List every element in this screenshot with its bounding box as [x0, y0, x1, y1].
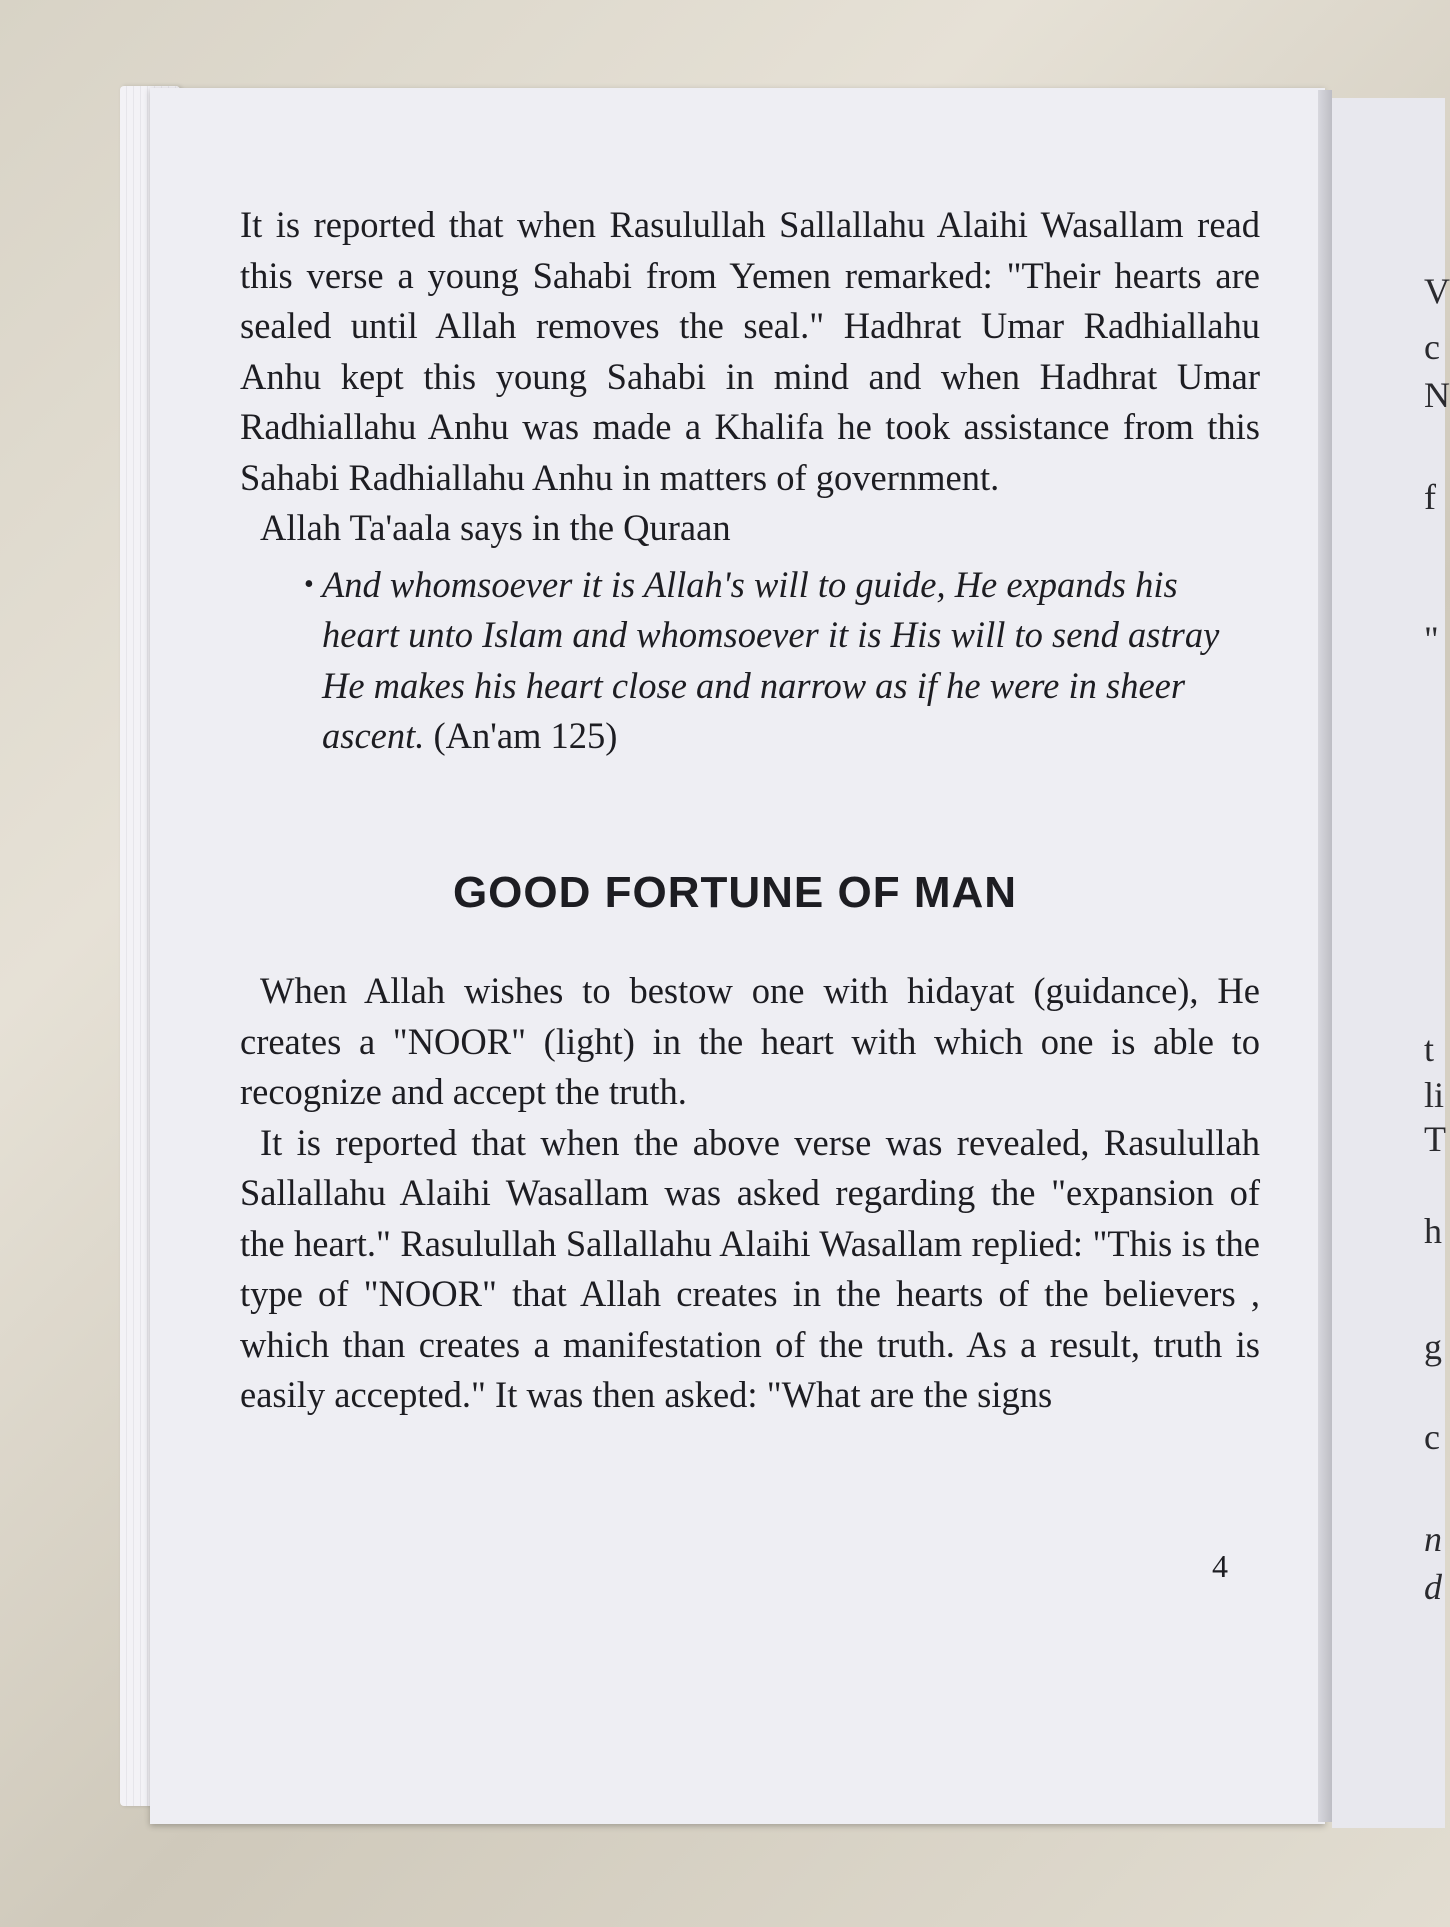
page-text-block — [240, 200, 1260, 1421]
facing-page-letter: N — [1424, 375, 1450, 415]
quran-intro-line: Allah Ta'aala says in the Quraan — [260, 507, 731, 548]
facing-page-letter: V — [1424, 271, 1450, 311]
verse-text: And whomsoever it is Allah's will to guide, He expands his heart unto Islam and whomsoever it is His will to send astray He makes his heart close and narrow as if he were in sheer ascent. — [322, 563, 1220, 756]
facing-page-letter: li — [1424, 1075, 1445, 1115]
facing-page-letter: " — [1424, 619, 1439, 659]
facing-page-letter: c — [1424, 1417, 1440, 1457]
facing-page-letter: t — [1424, 1029, 1435, 1069]
page-number: 4 — [1212, 1548, 1228, 1584]
verse-reference: (An'am 125) — [433, 715, 618, 756]
facing-page-letter: g — [1424, 1327, 1442, 1367]
section-heading: GOOD FORTUNE OF MAN — [452, 867, 1018, 917]
facing-page-letter: f — [1424, 477, 1436, 517]
facing-page-letter: T — [1424, 1119, 1446, 1159]
facing-page-letter: h — [1424, 1211, 1442, 1251]
facing-page-letter: c — [1424, 327, 1440, 367]
paragraph-hidayat: When Allah wishes to bestow one with hidayat (guidance), He creates a "NOOR" (light) in the heart with which one is able to recognize and accept the truth. — [240, 970, 1260, 1112]
facing-page-letter: n — [1424, 1519, 1442, 1559]
facing-page-letter: d — [1424, 1567, 1442, 1607]
paragraph-expansion-of-heart: It is reported that when the above verse was revealed, Rasulullah Sallallahu Alaihi Wasallam was asked regarding the "expansion of the heart." Rasulullah Sallallahu Alaihi Wasallam replied: "This is the type of "NOOR" that Allah creates in the hearts of the believers , which than creates a manifestation of the truth. As a result, truth is easily accepted." It was then asked: "What are the signs — [240, 1121, 1260, 1415]
book-gutter — [1318, 90, 1332, 1822]
bullet-icon: • — [304, 568, 314, 600]
facing-page-edge — [1332, 98, 1450, 1828]
verse-block — [240, 560, 1260, 762]
paragraph-yemen-sahabi: It is reported that when Rasulullah Sallallahu Alaihi Wasallam read this verse a young Sahabi from Yemen remarked: "Their hearts are sealed until Allah removes the seal." Hadhrat Umar Radhiallahu Anhu kept this young Sahabi in mind and when Hadhrat Umar Radhiallahu Anhu was made a Khalifa he took assistance from this Sahabi Radhiallahu Anhu in matters of government. — [240, 204, 1260, 498]
